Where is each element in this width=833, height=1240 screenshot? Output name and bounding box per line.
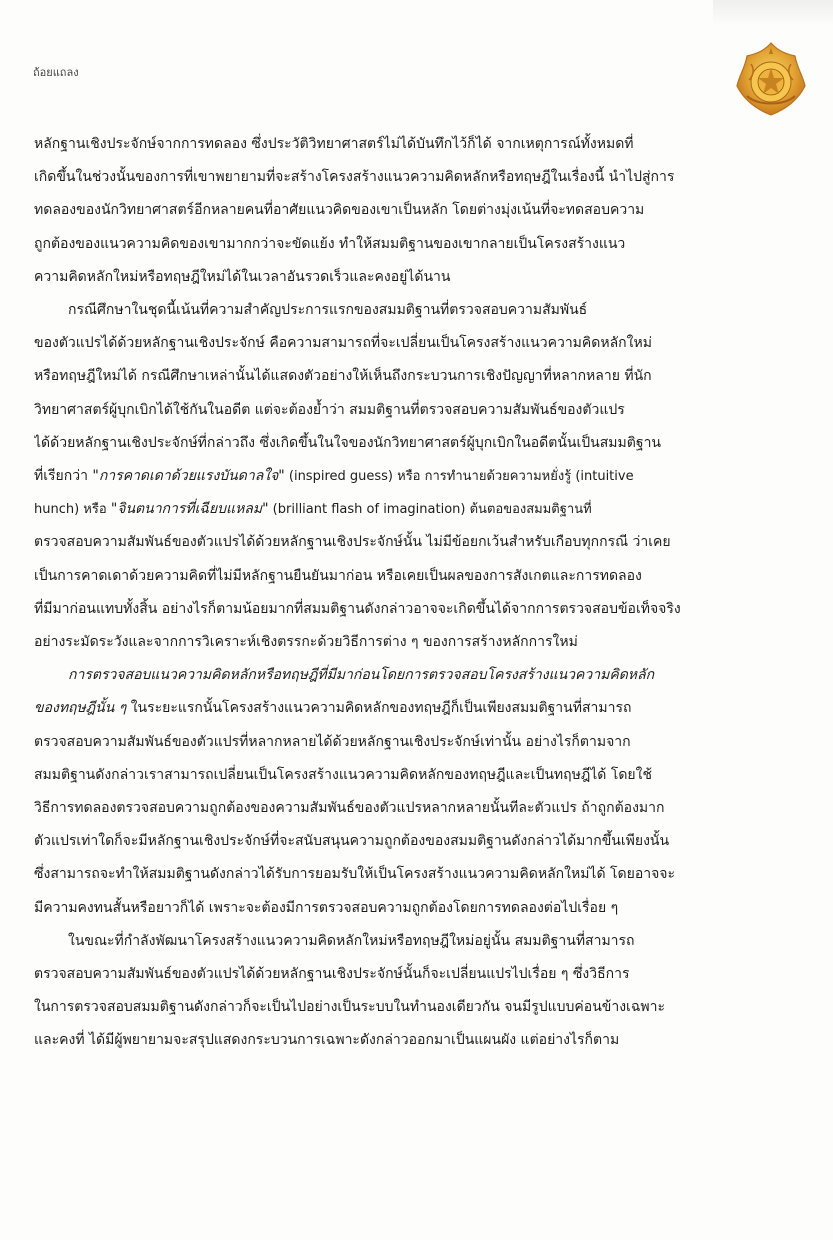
text-line: กรณีศึกษาในชุดนี้เน้นที่ความสำคัญประการแรกของสมมติฐานที่ตรวจสอบความสัมพันธ์	[68, 302, 588, 319]
text-line: เป็นการคาดเดาด้วยความคิดที่ไม่มีหลักฐานยืนยันมาก่อน หรือเคยเป็นผลของการสังเกตและการทดลอง	[34, 567, 642, 584]
text-line	[34, 692, 774, 725]
text-line: ตรวจสอบความสัมพันธ์ของตัวแปรที่หลากหลายได้ด้วยหลักฐานเชิงประจักษ์เท่านั้น อย่างไรก็ตามจาก	[34, 733, 631, 750]
text-line: หรือทฤษฎีใหม่ได้ กรณีศึกษาเหล่านั้นได้แสดงตัวอย่างให้เห็นถึงกระบวนการเชิงปัญญาที่หลากหลาย ที่นัก	[34, 368, 652, 385]
scan-edge-shadow	[713, 0, 833, 26]
italic-term: "การคาดเดาด้วยแรงบันดาลใจ"	[92, 468, 285, 485]
text-line	[34, 659, 774, 692]
text-run: hunch) หรือ	[34, 502, 111, 518]
text-line: วิธีการทดลองตรวจสอบความถูกต้องของความสัมพันธ์ของตัวแปรหลากหลายนั้นทีละตัวแปร ถ้าถูกต้องมาก	[34, 800, 665, 817]
text-line: ในขณะที่กำลังพัฒนาโครงสร้างแนวความคิดหลักใหม่หรือทฤษฎีใหม่อยู่นั้น สมมติฐานที่สามารถ	[68, 932, 635, 949]
text-line: หลักฐานเชิงประจักษ์จากการทดลอง ซึ่งประวัติวิทยาศาสตร์ไม่ได้บันทึกไว้ก็ได้ จากเหตุการณ์ทั้งหมดที่	[34, 136, 634, 152]
text-line	[34, 493, 774, 526]
text-line: มีความคงทนสั้นหรือยาวก็ได้ เพราะจะต้องมีการตรวจสอบความถูกต้องโดยการทดลองต่อไปเรื่อย ๆ	[34, 899, 619, 916]
running-header: ถ้อยแถลง	[33, 66, 79, 79]
text-line: ทดลองของนักวิทยาศาสตร์อีกหลายคนที่อาศัยแนวคิดของเขาเป็นหลัก โดยต่างมุ่งเน้นที่จะทดสอบความ	[34, 202, 645, 219]
text-line: วิทยาศาสตร์ผู้บุกเบิกได้ใช้กันในอดีต แต่จะต้องย้ำว่า สมมติฐานที่ตรวจสอบความสัมพันธ์ของตัวแปร	[34, 401, 625, 418]
text-run: (brilliant flash of imagination) ต้นตอของสมมติฐานที่	[268, 502, 592, 518]
text-line: เกิดขึ้นในช่วงนั้นของการที่เขาพยายามที่จะสร้างโครงสร้างแนวความคิดหลักหรือทฤษฎีในเรื่องนี้ นำไปสู่การ	[34, 169, 675, 186]
text-line: ตรวจสอบความสัมพันธ์ของตัวแปรได้ด้วยหลักฐานเชิงประจักษ์นั้นก็จะเปลี่ยนแปรไปเรื่อย ๆ ซึ่งวิธีการ	[34, 966, 630, 983]
text-line: ถูกต้องของแนวความคิดของเขามากกว่าจะขัดแย้ง ทำให้สมมติฐานของเขากลายเป็นโครงสร้างแนว	[34, 235, 626, 252]
text-line: สมมติฐานดังกล่าวเราสามารถเปลี่ยนเป็นโครงสร้างแนวความคิดหลักของทฤษฎีและเป็นทฤษฎีได้ โดยใช้	[34, 766, 652, 783]
body-text	[34, 128, 774, 1058]
italic-heading: การตรวจสอบแนวความคิดหลักหรือทฤษฎีที่มีมาก่อนโดยการตรวจสอบโครงสร้างแนวความคิดหลัก	[68, 667, 655, 684]
text-line: ที่มีมาก่อนแทบทั้งสิ้น อย่างไรก็ตามน้อยมากที่สมมติฐานดังกล่าวอาจจะเกิดขึ้นได้จากการตรวจสอบข้อเท็จจริง	[34, 600, 681, 617]
italic-term: "จินตนาการที่เฉียบแหลม"	[110, 501, 269, 518]
text-line: ความคิดหลักใหม่หรือทฤษฎีใหม่ได้ในเวลาอันรวดเร็วและคงอยู่ได้นาน	[34, 268, 451, 285]
text-line: ซึ่งสามารถจะทำให้สมมติฐานดังกล่าวได้รับการยอมรับให้เป็นโครงสร้างแนวความคิดหลักใหม่ได้ โดยอาจจะ	[34, 866, 676, 883]
text-line	[34, 460, 774, 493]
text-run: (inspired guess) หรือ การทำนายด้วยความหยั่งรู้ (intuitive	[284, 469, 634, 485]
text-line: และคงที่ ได้มีผู้พยายามจะสรุปแสดงกระบวนการเฉพาะดังกล่าวออกมาเป็นแผนผัง แต่อย่างไรก็ตาม	[34, 1032, 620, 1049]
text-line: อย่างระมัดระวังและจากการวิเคราะห์เชิงตรรกะด้วยวิธีการต่าง ๆ ของการสร้างหลักการใหม่	[34, 634, 578, 651]
text-line: ของตัวแปรได้ด้วยหลักฐานเชิงประจักษ์ คือความสามารถที่จะเปลี่ยนเป็นโครงสร้างแนวความคิดหลักใหม่	[34, 335, 652, 352]
italic-heading: ของทฤษฎีนั้น ๆ	[34, 700, 127, 717]
text-line: ได้ด้วยหลักฐานเชิงประจักษ์ที่กล่าวถึง ซึ่งเกิดขึ้นในใจของนักวิทยาศาสตร์ผู้บุกเบิกในอดีตนั้นเป็นสมมติฐาน	[34, 434, 661, 451]
institution-seal-icon	[733, 40, 809, 118]
text-line: ในการตรวจสอบสมมติฐานดังกล่าวก็จะเป็นไปอย่างเป็นระบบในทำนองเดียวกัน จนมีรูปแบบค่อนข้างเฉพาะ	[34, 999, 665, 1016]
text-line: ตัวแปรเท่าใดก็จะมีหลักฐานเชิงประจักษ์ที่จะสนับสนุนความถูกต้องของสมมติฐานดังกล่าวได้มากขึ้นเพียงนั้น	[34, 833, 670, 850]
text-run: ที่เรียกว่า	[34, 468, 93, 485]
text-run: ในระยะแรกนั้นโครงสร้างแนวความคิดหลักของทฤษฎีก็เป็นเพียงสมมติฐานที่สามารถ	[126, 700, 632, 717]
text-line: ตรวจสอบความสัมพันธ์ของตัวแปรได้ด้วยหลักฐานเชิงประจักษ์นั้น ไม่มีข้อยกเว้นสำหรับเกือบทุกกรณี ว่าเคย	[34, 534, 671, 551]
